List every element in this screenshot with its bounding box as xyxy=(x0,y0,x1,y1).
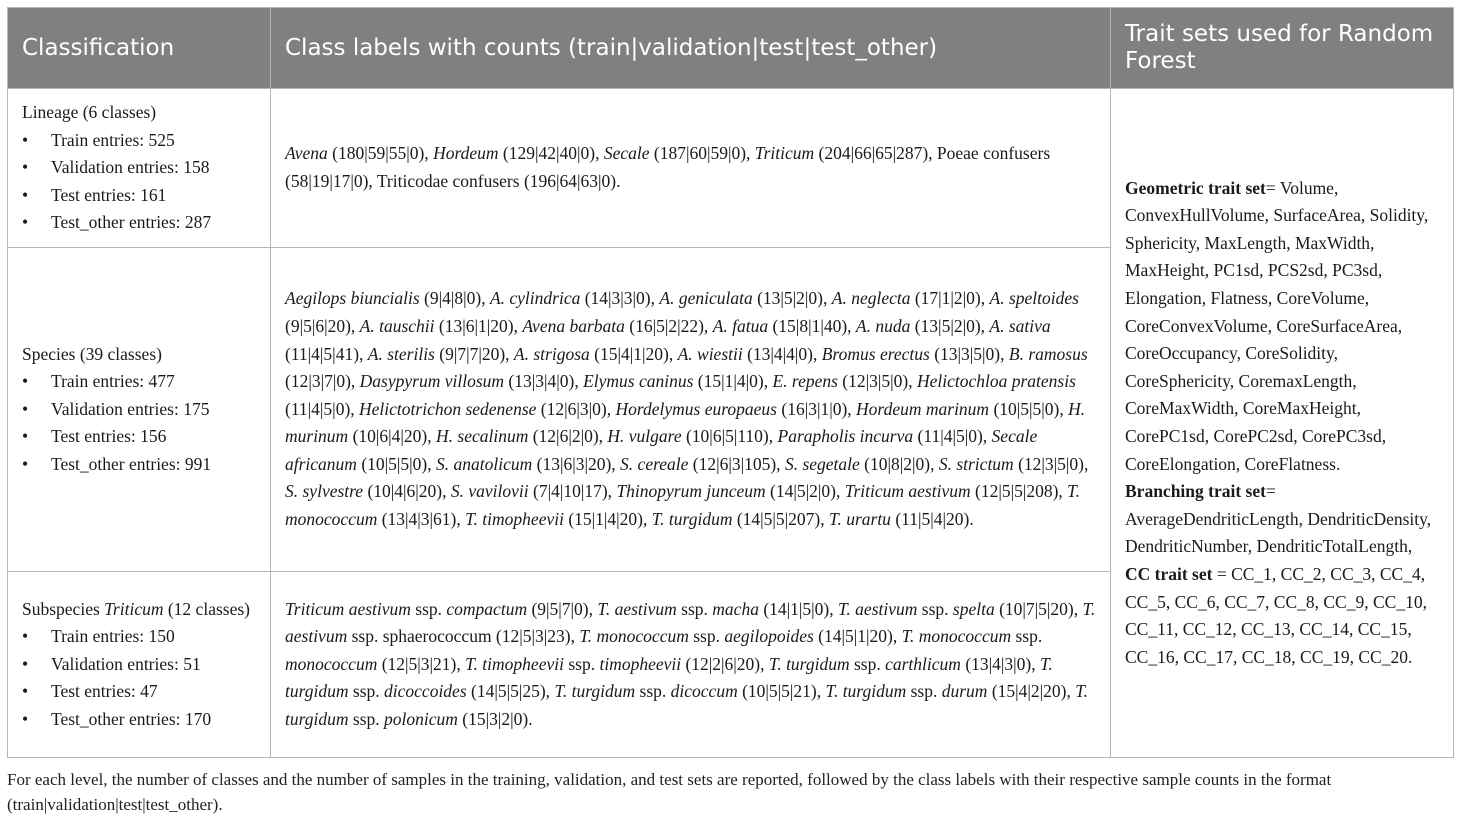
taxon-name: T. turgidum xyxy=(554,681,636,702)
taxon-name: A. sativa xyxy=(989,315,1051,336)
header-row xyxy=(8,8,1454,89)
class-labels-cell: Aegilops biuncialis (9|4|8|0), A. cylindrica (14|3|3|0), A. geniculata (13|5|2|0), A. neglecta (17|1|2|0), A. speltoides (9|5|6|20), A. tauschii (13|6|1|20), Avena barbata (16|5|2|22), A. fatua (15|8|1|40), A. nuda (13|5|2|0), A. sativa (11|4|5|41), A. sterilis (9|7|7|20), A. strigosa (15|4|1|20), A. wiestii (13|4|4|0), Bromus erectus (13|3|5|0), B. ramosus (12|3|7|0), Dasypyrum villosum (13|3|4|0), Elymus caninus (15|1|4|0), E. repens (12|3|5|0), Helictochloa pratensis (11|4|5|0), Helictotrichon sedenense (12|6|3|0), Hordelymus europaeus (16|3|1|0), Hordeum marinum (10|5|5|0), H. murinum (10|6|4|20), H. secalinum (12|6|2|0), H. vulgare (10|6|5|110), Parapholis incurva (11|4|5|0), Secale africanum (10|5|5|0), S. anatolicum (13|6|3|20), S. cereale (12|6|3|105), S. segetale (10|8|2|0), S. strictum (12|3|5|0), S. sylvestre (10|4|6|20), S. vavilovii (7|4|10|17), Thinopyrum junceum (14|5|2|0), Triticum aestivum (12|5|5|208), T. monococcum (13|4|3|61), T. timopheevii (15|1|4|20), T. turgidum (14|5|5|207), T. urartu (11|5|4|20). xyxy=(271,248,1111,572)
classification-title: Species (39 classes) xyxy=(22,343,162,364)
entry-item: • Test_other entries: 991 xyxy=(22,451,256,479)
entry-item: • Validation entries: 51 xyxy=(22,651,256,679)
taxon-name: Hordelymus europaeus xyxy=(615,398,777,419)
trait-sets-cell: Geometric trait set= Volume, ConvexHullVolume, SurfaceArea, Solidity, Sphericity, MaxLength, MaxWidth, MaxHeight, PC1sd, PCS2sd, PC3sd, Elongation, Flatness, CoreVolume, CoreConvexVolume, CoreSurfaceArea, CoreOccupancy, CoreSolidity, CoreSphericity, CoremaxLength, CoreMaxWidth, CoreMaxHeight, CorePC1sd, CorePC2sd, CorePC3sd, CoreElongation, CoreFlatness. Branching trait set= AverageDendriticLength, DendriticDensity, DendriticNumber, DendriticTotalLength, CC trait set = CC_1, CC_2, CC_3, CC_4, CC_5, CC_6, CC_7, CC_8, CC_9, CC_10, CC_11, CC_12, CC_13, CC_14, CC_15, CC_16, CC_17, CC_18, CC_19, CC_20. xyxy=(1111,89,1454,758)
taxon-name: Thinopyrum junceum xyxy=(616,481,766,502)
taxon-name: A. neglecta xyxy=(831,288,911,309)
taxon-name: E. repens xyxy=(772,371,838,392)
taxon-name: Parapholis incurva xyxy=(777,426,914,447)
taxon-name: S. cereale xyxy=(620,453,689,474)
taxon-name: Secale xyxy=(603,143,650,164)
header-class-labels: Class labels with counts (train|validation|test|test_other) xyxy=(271,8,1111,89)
entry-item: • Test_other entries: 170 xyxy=(22,706,256,734)
taxon-name: T. monococcum xyxy=(285,481,1080,530)
taxon-name: Secale africanum xyxy=(285,426,1038,474)
classification-cell xyxy=(8,89,271,248)
taxon-name: Triticum xyxy=(754,143,815,164)
taxon-name: Aegilops biuncialis xyxy=(285,288,420,309)
classification-table xyxy=(7,7,1454,758)
taxon-name: S. vavilovii xyxy=(450,481,529,502)
taxon-name: polonicum xyxy=(384,708,458,729)
taxon-name: A. wiestii xyxy=(677,343,743,364)
taxon-name: compactum xyxy=(446,598,528,619)
taxon-name: S. segetale xyxy=(784,453,860,474)
taxon-name: T. turgidum xyxy=(768,653,850,674)
header-classification: Classification xyxy=(8,8,271,89)
taxon-name: T. turgidum xyxy=(285,653,1053,702)
entry-list xyxy=(22,368,256,478)
taxon-name: Helictotrichon sedenense xyxy=(359,398,537,419)
taxon-name: timopheevii xyxy=(599,653,682,674)
taxon-name: T. timopheevii xyxy=(465,653,564,674)
class-labels-cell: Avena (180|59|55|0), Hordeum (129|42|40|0), Secale (187|60|59|0), Triticum (204|66|65|287), Poeae confusers (58|19|17|0), Triticodae confusers (196|64|63|0). xyxy=(271,89,1111,248)
taxon-name: S. strictum xyxy=(938,453,1014,474)
table-row-lineage xyxy=(8,89,1454,248)
taxon-name: Dasypyrum villosum xyxy=(359,371,505,392)
entry-item: • Test entries: 47 xyxy=(22,678,256,706)
entry-item: • Train entries: 477 xyxy=(22,368,256,396)
taxon-name: Bromus erectus xyxy=(821,343,930,364)
taxon-name: carthlicum xyxy=(885,653,961,674)
entry-item: • Train entries: 150 xyxy=(22,623,256,651)
entry-list xyxy=(22,127,256,237)
taxon-name: A. nuda xyxy=(855,315,911,336)
trait-set-heading: Geometric trait set xyxy=(1125,177,1266,198)
entry-item: • Test entries: 156 xyxy=(22,423,256,451)
classification-cell xyxy=(8,248,271,572)
entry-item: • Test entries: 161 xyxy=(22,182,256,210)
taxon-name: H. vulgare xyxy=(607,426,682,447)
entry-item: • Validation entries: 158 xyxy=(22,154,256,182)
taxon-name: Triticum aestivum xyxy=(844,481,971,502)
taxon-name: spelta xyxy=(952,598,995,619)
taxon-name: T. aestivum xyxy=(597,598,677,619)
taxon-name: aegilopoides xyxy=(724,626,814,647)
taxon-name: macha xyxy=(712,598,759,619)
taxon-name: Triticum xyxy=(104,598,164,619)
taxon-name: S. anatolicum xyxy=(436,453,533,474)
entry-item: • Validation entries: 175 xyxy=(22,396,256,424)
trait-set-heading: CC trait set xyxy=(1125,563,1213,584)
taxon-name: T. aestivum xyxy=(838,598,918,619)
classification-title: Subspecies Triticum (12 classes) xyxy=(22,598,250,619)
taxon-name: H. murinum xyxy=(285,398,1086,447)
taxon-name: A. fatua xyxy=(712,315,769,336)
taxon-name: T. urartu xyxy=(829,509,891,530)
taxon-name: Avena barbata xyxy=(522,315,625,336)
trait-set-heading: Branching trait set xyxy=(1125,481,1266,502)
classification-cell xyxy=(8,572,271,758)
taxon-name: durum xyxy=(941,681,988,702)
table-footnote: For each level, the number of classes and the number of samples in the training, validation, and test sets are reported, followed by the class labels with their respective sample counts in the format (train|validation|test|test_other). xyxy=(7,770,1332,814)
taxon-name: A. speltoides xyxy=(989,288,1079,309)
taxon-name: Avena xyxy=(285,143,328,164)
taxon-name: Hordeum xyxy=(433,143,499,164)
class-labels-cell: Triticum aestivum ssp. compactum (9|5|7|0), T. aestivum ssp. macha (14|1|5|0), T. aestivum ssp. spelta (10|7|5|20), T. aestivum ssp. sphaerococcum (12|5|3|23), T. monococcum ssp. aegilopoides (14|5|1|20), T. monococcum ssp. monococcum (12|5|3|21), T. timopheevii ssp. timopheevii (12|2|6|20), T. turgidum ssp. carthlicum (13|4|3|0), T. turgidum ssp. dicoccoides (14|5|5|25), T. turgidum ssp. dicoccum (10|5|5|21), T. turgidum ssp. durum (15|4|2|20), T. turgidum ssp. polonicum (15|3|2|0). xyxy=(271,572,1111,758)
entry-list xyxy=(22,623,256,733)
taxon-name: dicoccoides xyxy=(384,681,467,702)
taxon-name: Hordeum marinum xyxy=(856,398,990,419)
data-table xyxy=(7,7,1453,758)
taxon-name: T. turgidum xyxy=(651,509,733,530)
entry-item: • Test_other entries: 287 xyxy=(22,209,256,237)
taxon-name: T. turgidum xyxy=(285,681,1089,729)
taxon-name: Triticum aestivum xyxy=(285,598,411,619)
taxon-name: S. sylvestre xyxy=(285,481,364,502)
classification-title: Lineage (6 classes) xyxy=(22,102,157,123)
taxon-name: T. turgidum xyxy=(825,681,907,702)
taxon-name: T. aestivum xyxy=(285,598,1096,647)
taxon-name: monococcum xyxy=(285,653,378,674)
taxon-name: T. timopheevii xyxy=(465,509,564,530)
taxon-name: Helictochloa pratensis xyxy=(916,371,1076,392)
taxon-name: T. monococcum xyxy=(579,626,689,647)
taxon-name: A. strigosa xyxy=(513,343,590,364)
entry-item: • Train entries: 525 xyxy=(22,127,256,155)
taxon-name: Elymus caninus xyxy=(583,371,694,392)
taxon-name: A. cylindrica xyxy=(489,288,581,309)
taxon-name: A. sterilis xyxy=(367,343,435,364)
taxon-name: H. secalinum xyxy=(436,426,529,447)
taxon-name: dicoccum xyxy=(670,681,738,702)
taxon-name: B. ramosus xyxy=(1008,343,1088,364)
taxon-name: A. geniculata xyxy=(659,288,753,309)
header-trait-sets: Trait sets used for Random Forest xyxy=(1111,8,1454,89)
taxon-name: T. monococcum xyxy=(901,626,1012,647)
taxon-name: A. tauschii xyxy=(359,315,435,336)
